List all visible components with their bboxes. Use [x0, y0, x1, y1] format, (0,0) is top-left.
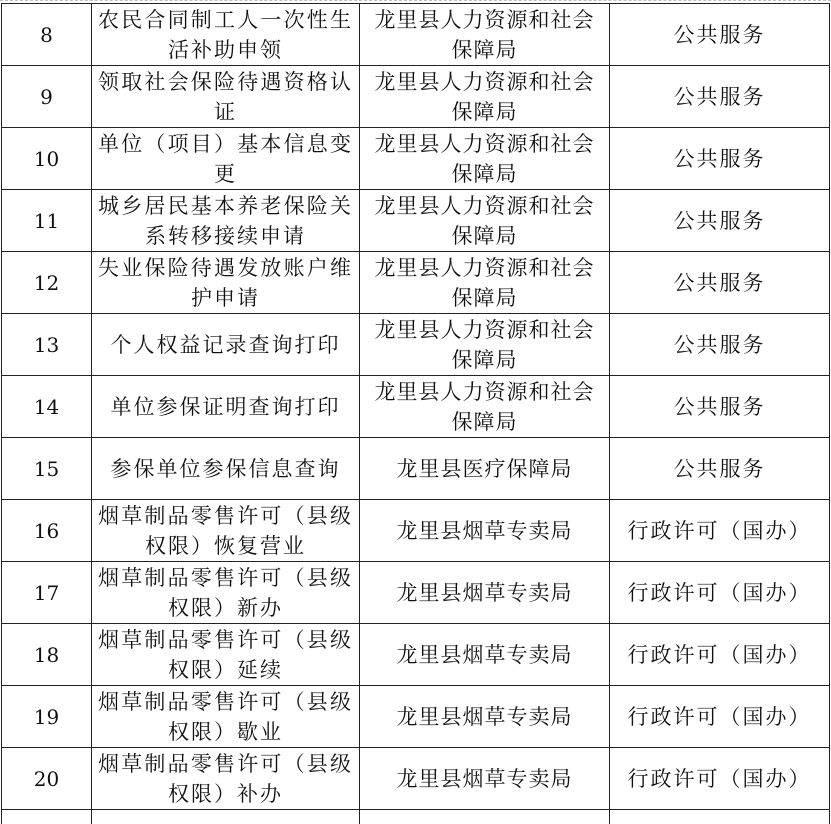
department-name: 龙里县人力资源和社会保障局 [360, 190, 610, 252]
item-name: 城乡居民基本养老保险关系转移接续申请 [92, 190, 360, 252]
department-name: 龙里县烟草专卖局 [360, 562, 610, 624]
item-type: 公共服务 [610, 252, 830, 314]
row-number: 20 [2, 748, 92, 810]
table-row-cut-off [2, 810, 830, 824]
item-type: 行政许可（国办） [610, 748, 830, 810]
table-row [2, 66, 830, 128]
item-name: 单位（项目）基本信息变更 [92, 128, 360, 190]
cut-off-cell [2, 810, 92, 824]
row-number: 10 [2, 128, 92, 190]
table-row [2, 438, 830, 500]
table-row [2, 190, 830, 252]
item-type: 公共服务 [610, 128, 830, 190]
table-row [2, 128, 830, 190]
item-type: 公共服务 [610, 314, 830, 376]
row-number: 14 [2, 376, 92, 438]
table-row [2, 376, 830, 438]
department-name: 龙里县人力资源和社会保障局 [360, 128, 610, 190]
row-number: 11 [2, 190, 92, 252]
row-number: 19 [2, 686, 92, 748]
item-type: 公共服务 [610, 190, 830, 252]
item-name: 烟草制品零售许可（县级权限）补办 [92, 748, 360, 810]
table-row [2, 686, 830, 748]
item-name: 领取社会保险待遇资格认证 [92, 66, 360, 128]
item-name: 失业保险待遇发放账户维护申请 [92, 252, 360, 314]
item-name: 单位参保证明查询打印 [92, 376, 360, 438]
item-type: 行政许可（国办） [610, 686, 830, 748]
department-name: 龙里县人力资源和社会保障局 [360, 252, 610, 314]
row-number: 17 [2, 562, 92, 624]
item-type: 公共服务 [610, 376, 830, 438]
table-row [2, 562, 830, 624]
row-number: 13 [2, 314, 92, 376]
item-name: 烟草制品零售许可（县级权限）新办 [92, 562, 360, 624]
item-type: 公共服务 [610, 66, 830, 128]
item-name: 烟草制品零售许可（县级权限）延续 [92, 624, 360, 686]
department-name: 龙里县人力资源和社会保障局 [360, 376, 610, 438]
row-number: 9 [2, 66, 92, 128]
table-row [2, 624, 830, 686]
table-row [2, 252, 830, 314]
department-name: 龙里县烟草专卖局 [360, 686, 610, 748]
department-name: 龙里县人力资源和社会保障局 [360, 66, 610, 128]
row-number: 16 [2, 500, 92, 562]
row-number: 18 [2, 624, 92, 686]
item-name: 烟草制品零售许可（县级权限）歇业 [92, 686, 360, 748]
item-type: 公共服务 [610, 4, 830, 66]
table-row [2, 314, 830, 376]
item-type: 公共服务 [610, 438, 830, 500]
item-type: 行政许可（国办） [610, 500, 830, 562]
page-top-edge [0, 0, 831, 1]
department-name: 龙里县医疗保障局 [360, 438, 610, 500]
department-name: 龙里县烟草专卖局 [360, 624, 610, 686]
cut-off-cell [360, 810, 610, 824]
row-number: 8 [2, 4, 92, 66]
cut-off-cell [610, 810, 830, 824]
item-name: 农民合同制工人一次性生活补助申领 [92, 4, 360, 66]
table-row [2, 500, 830, 562]
table-row [2, 4, 830, 66]
item-name: 个人权益记录查询打印 [92, 314, 360, 376]
department-name: 龙里县烟草专卖局 [360, 500, 610, 562]
item-type: 行政许可（国办） [610, 624, 830, 686]
item-name: 烟草制品零售许可（县级权限）恢复营业 [92, 500, 360, 562]
item-type: 行政许可（国办） [610, 562, 830, 624]
department-name: 龙里县人力资源和社会保障局 [360, 4, 610, 66]
department-name: 龙里县烟草专卖局 [360, 748, 610, 810]
item-name: 参保单位参保信息查询 [92, 438, 360, 500]
table-row [2, 748, 830, 810]
department-name: 龙里县人力资源和社会保障局 [360, 314, 610, 376]
row-number: 15 [2, 438, 92, 500]
cut-off-cell [92, 810, 360, 824]
service-items-table [1, 3, 830, 824]
row-number: 12 [2, 252, 92, 314]
